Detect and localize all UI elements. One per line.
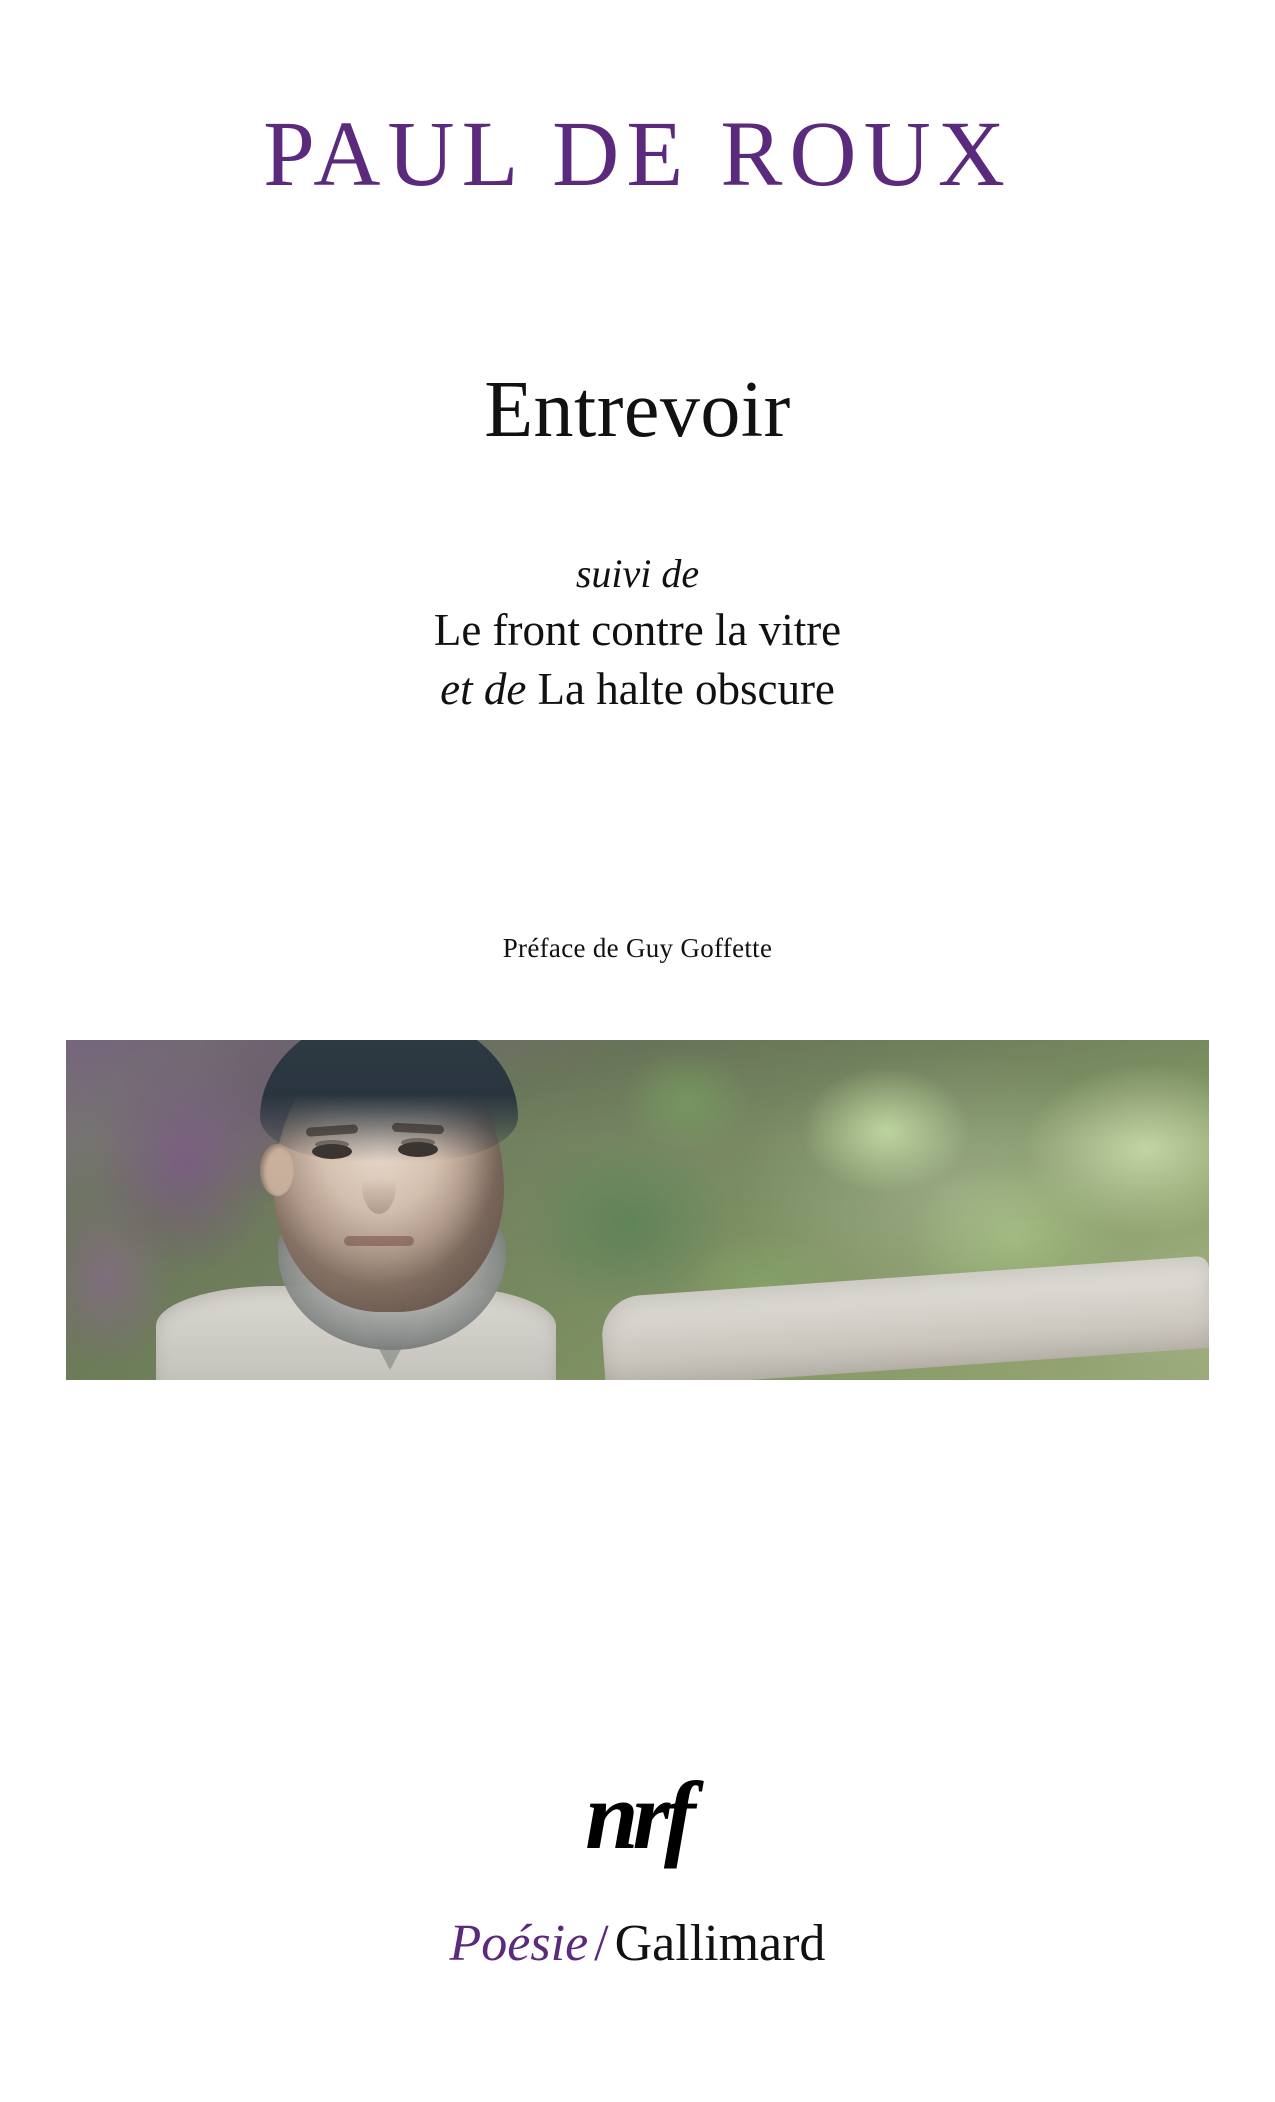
collection-name: Poésie [449,1915,589,1972]
subtitle-line-3 [0,660,1275,719]
portrait-mouth [344,1236,414,1246]
cover-photograph [66,1040,1209,1380]
book-title: Entrevoir [484,366,791,454]
nrf-logo: nrf [585,1762,690,1869]
publisher-name: Gallimard [614,1915,826,1972]
subtitle-work-3: La halte obscure [537,664,835,715]
portrait-eye-right [398,1142,438,1157]
subtitle-line-1 [0,548,1275,601]
publisher-line [0,1915,1275,1972]
author-name: PAUL DE ROUX [263,103,1012,206]
subtitle-work-2: Le front contre la vitre [433,604,842,655]
portrait-nose [362,1156,396,1214]
subtitle-block [0,548,1275,720]
subtitle-suivi-de: suivi de [575,551,700,596]
portrait-hair [260,1040,518,1162]
author-portrait [216,1040,636,1380]
preface-credit: Préface de Guy Goffette [502,933,773,963]
subtitle-line-2 [0,601,1275,660]
portrait-ear [260,1144,294,1196]
publisher-separator: / [594,1915,609,1972]
subtitle-et-de: et de [440,664,527,715]
portrait-eye-left [312,1144,352,1159]
